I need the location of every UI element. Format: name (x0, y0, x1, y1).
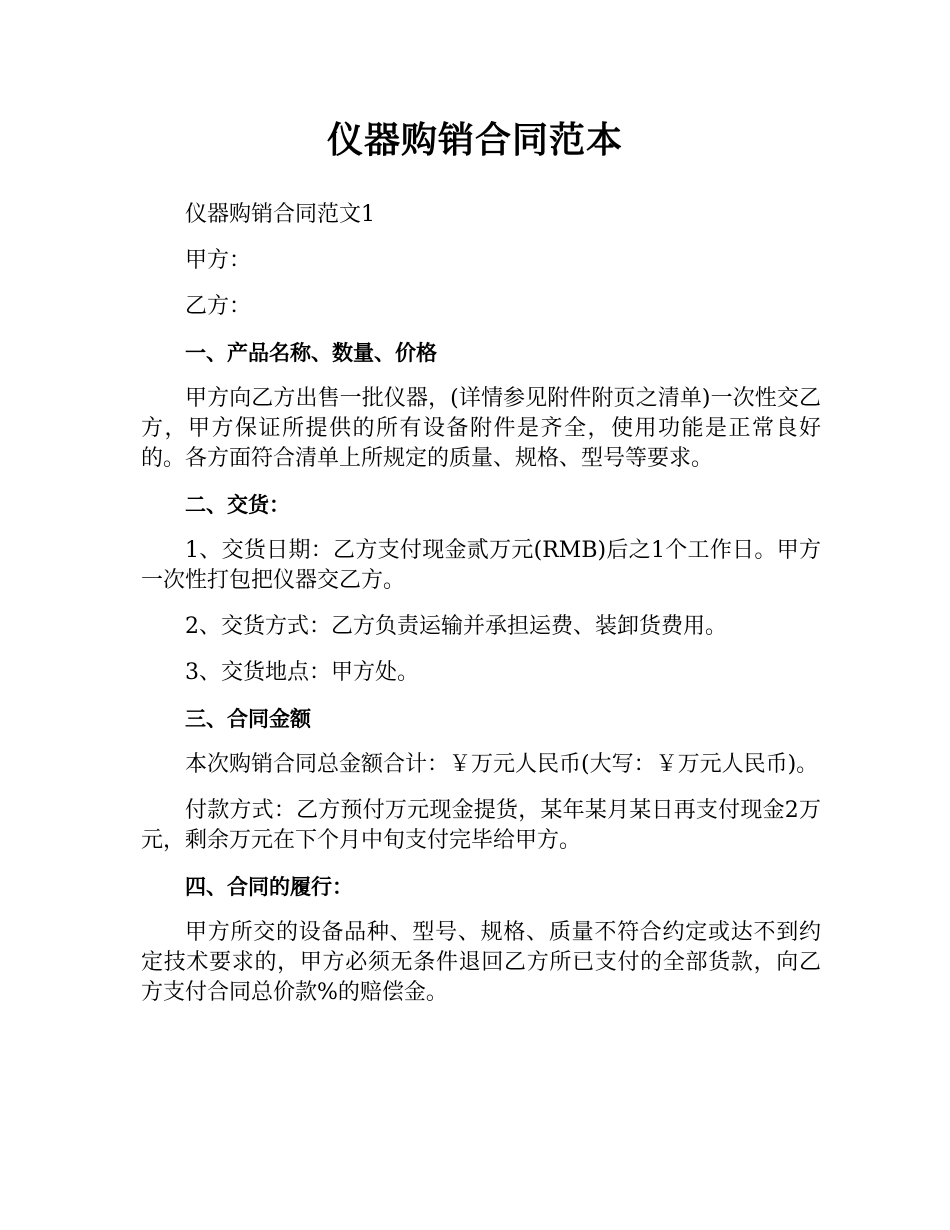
paragraph-delivery-method: 2、交货方式：乙方负责运输并承担运费、装卸货费用。 (185, 614, 727, 639)
section-heading-product: 一、产品名称、数量、价格 (185, 341, 437, 365)
contract-subtitle: 仪器购销合同范文1 (185, 202, 375, 227)
paragraph-payment-method: 付款方式：乙方预付万元现金提货，某年某月某日再支付现金2万元，剩余万元在下个月中旬支付完毕给甲方。 (141, 798, 821, 853)
section-heading-amount: 三、合同金额 (185, 707, 311, 731)
document-body (141, 200, 821, 1024)
paragraph-delivery-date: 1、交货日期：乙方支付现金贰万元(RMB)后之1个工作日。甲方一次性打包把仪器交乙方。 (141, 538, 821, 593)
paragraph-product: 甲方向乙方出售一批仪器，(详情参见附件附页之清单)一次性交乙方，甲方保证所提供的所有设备附件是齐全，使用功能是正常良好的。各方面符合清单上所规定的质量、规格、型号等要求。 (141, 386, 821, 471)
party-b-line: 乙方： (185, 294, 252, 319)
paragraph-delivery-place: 3、交货地点：甲方处。 (185, 660, 419, 685)
section-heading-delivery: 二、交货： (185, 493, 290, 517)
party-a-line: 甲方： (185, 248, 252, 273)
section-heading-performance: 四、合同的履行： (185, 875, 353, 899)
document-title: 仪器购销合同范本 (326, 120, 623, 161)
paragraph-total-amount: 本次购销合同总金额合计：￥万元人民币(大写：￥万元人民币)。 (185, 752, 819, 777)
paragraph-performance: 甲方所交的设备品种、型号、规格、质量不符合约定或达不到约定技术要求的，甲方必须无条件退回乙方所已支付的全部货款，向乙方支付合同总价款%的赔偿金。 (141, 920, 821, 1005)
